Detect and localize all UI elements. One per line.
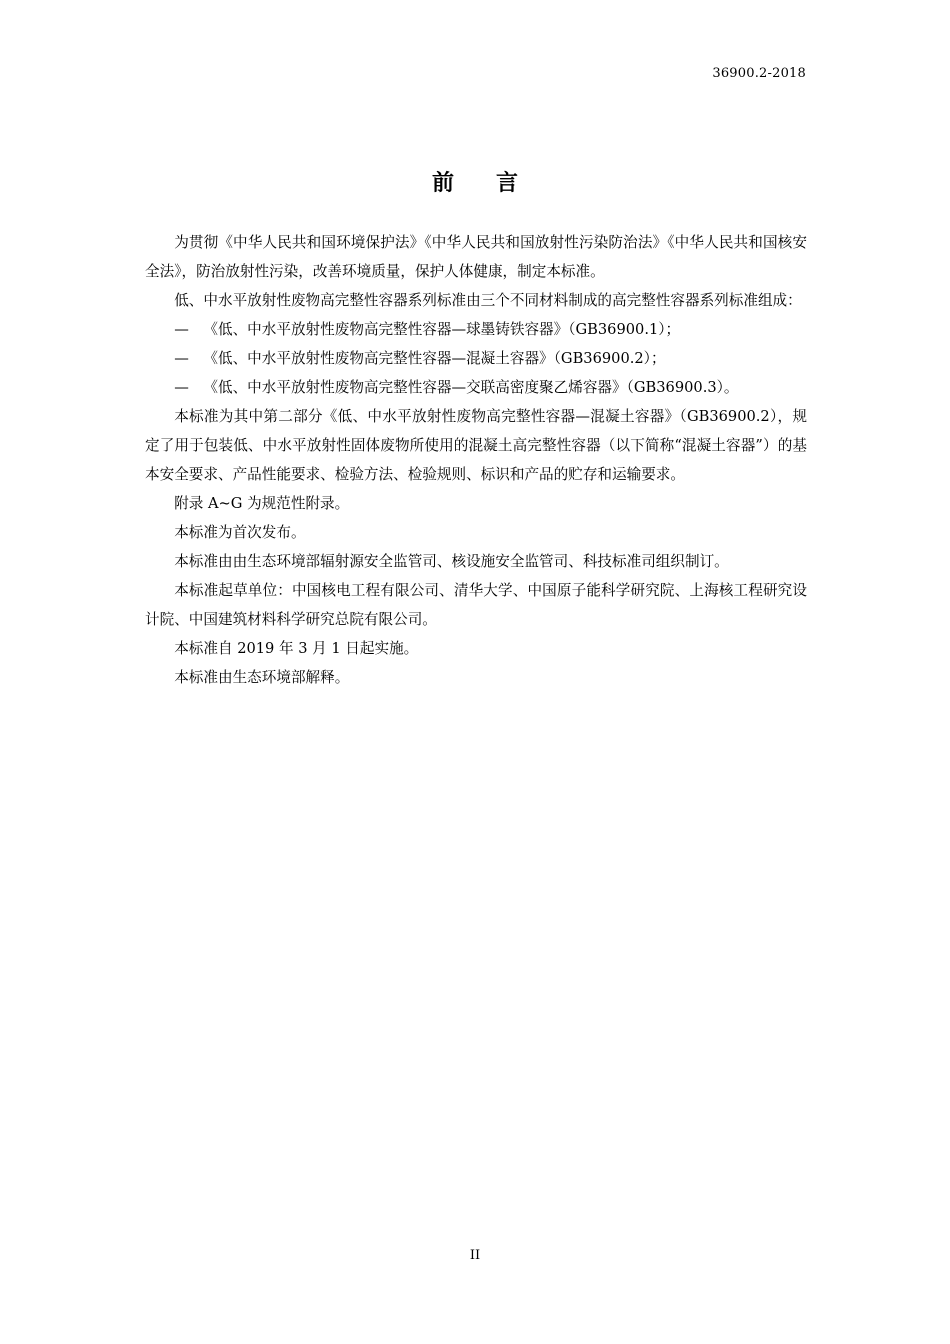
list-item-text: 《低、中水平放射性废物高完整性容器—交联高密度聚乙烯容器》（GB36900.3）。 (203, 379, 739, 396)
paragraph-first-release: 本标准为首次发布。 (174, 524, 306, 541)
paragraph-drafters: 本标准起草单位：中国核电工程有限公司、清华大学、中国原子能科学研究院、上海核工程研究设计院、中国建筑材料科学研究总院有限公司。 (145, 582, 807, 628)
foreword-body (145, 228, 807, 692)
page-number: II (469, 1248, 481, 1263)
list-item (145, 373, 807, 402)
list-item-text: 《低、中水平放射性废物高完整性容器—球墨铸铁容器》（GB36900.1）； (203, 321, 681, 338)
list-item (145, 315, 807, 344)
paragraph-purpose: 为贯彻《中华人民共和国环境保护法》《中华人民共和国放射性污染防治法》《中华人民共和国核安全法》，防治放射性污染，改善环境质量，保护人体健康，制定本标准。 (145, 234, 807, 280)
paragraph-interpretation: 本标准由生态环境部解释。 (174, 669, 350, 686)
list-dash: — (174, 321, 189, 338)
paragraph-effective-date: 本标准自 2019 年 3 月 1 日起实施。 (174, 640, 419, 657)
list-dash: — (174, 350, 189, 367)
paragraph-organizer: 本标准由由生态环境部辐射源安全监管司、核设施安全监管司、科技标准司组织制订。 (174, 553, 729, 570)
paragraph-appendix: 附录 A~G 为规范性附录。 (174, 495, 350, 512)
document-code: 36900.2-2018 (712, 66, 806, 81)
list-item-text: 《低、中水平放射性废物高完整性容器—混凝土容器》（GB36900.2）； (203, 350, 666, 367)
list-item (145, 344, 807, 373)
paragraph-series-intro: 低、中水平放射性废物高完整性容器系列标准由三个不同材料制成的高完整性容器系列标准组成： (174, 292, 802, 309)
section-title: 前言 (431, 171, 560, 196)
list-dash: — (174, 379, 189, 396)
paragraph-scope: 本标准为其中第二部分《低、中水平放射性废物高完整性容器—混凝土容器》（GB36900.2），规定了用于包装低、中水平放射性固体废物所使用的混凝土高完整性容器（以下简称“混凝土容器”）的基本安全要求、产品性能要求、检验方法、检验规则、标识和产品的贮存和运输要求。 (145, 408, 807, 483)
